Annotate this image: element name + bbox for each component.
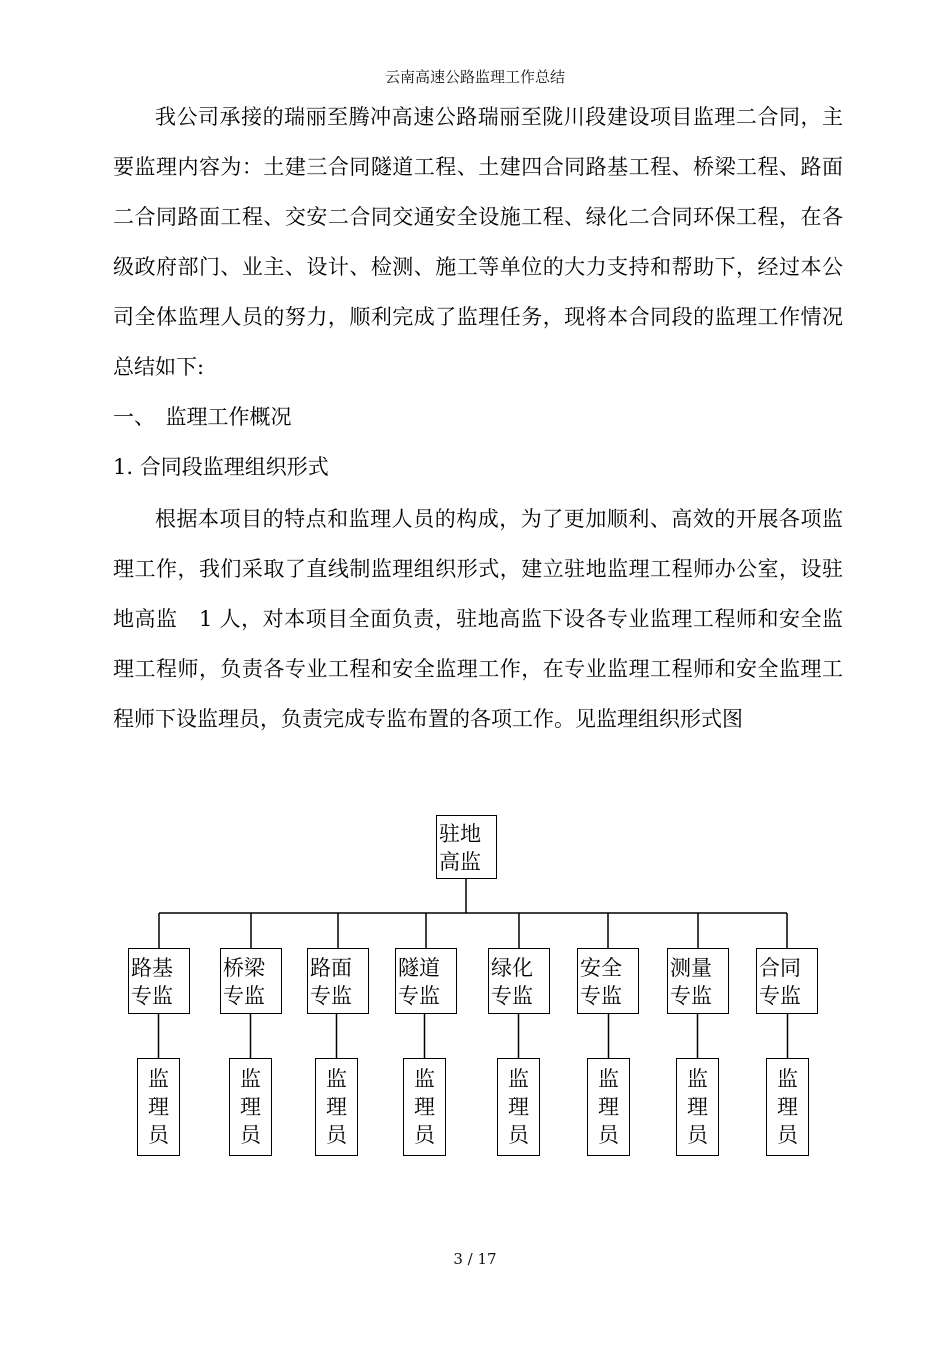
specialist-box [488,948,550,1014]
specialist-box-line: 路面 [310,956,352,980]
staff-box-char: 监 [777,1067,798,1091]
staff-box-char: 员 [326,1123,347,1147]
top-box-line-2: 高监 [439,850,481,874]
staff-box [497,1058,540,1156]
staff-box-char: 理 [777,1095,798,1119]
staff-box-char: 监 [240,1067,261,1091]
top-box-line-1: 驻地 [439,822,481,846]
staff-box-char: 理 [326,1095,347,1119]
staff-box-char: 员 [240,1123,261,1147]
staff-box-char: 理 [148,1095,169,1119]
subsection-heading: 1. 合同段监理组织形式 [113,455,329,479]
specialist-box-line: 桥梁 [223,956,265,980]
specialist-box [667,948,729,1014]
specialist-box-line: 路基 [131,956,173,980]
org-chart-top-box [436,815,497,879]
staff-box-char: 员 [777,1123,798,1147]
org-paragraph: 根据本项目的特点和监理人员的构成，为了更加顺利、高效的开展各项监理工作，我们采取了直线制监理组织形式，建立驻地监理工程师办公室，设驻地高监 1 人，对本项目全面负责，驻地高监下设各专业监理工程师和安全监理工程师，负责各专业工程和安全监理工作，在专业监理工程师和安全监理工程师下设监理员，负责完成专监布置的各项工作。见监理组织形式图 [113,507,843,731]
staff-box-char: 理 [240,1095,261,1119]
intro-paragraph: 我公司承接的瑞丽至腾冲高速公路瑞丽至陇川段建设项目监理二合同，主要监理内容为：土建三合同隧道工程、土建四合同路基工程、桥梁工程、路面二合同路面工程、交安二合同交通安全设施工程、绿化二合同环保工程，在各级政府部门、业主、设计、检测、施工等单位的大力支持和帮助下，经过本公司全体监理人员的努力，顺利完成了监理任务，现将本合同段的监理工作情况总结如下: [113,105,843,379]
staff-box-char: 理 [508,1095,529,1119]
staff-box-char: 员 [598,1123,619,1147]
staff-box-char: 理 [598,1095,619,1119]
specialist-box-line: 专监 [131,984,173,1008]
specialist-box [307,948,369,1014]
specialist-box-line: 合同 [759,956,801,980]
specialist-box-line: 专监 [580,984,622,1008]
specialist-box [756,948,818,1014]
specialist-box-line: 专监 [491,984,533,1008]
staff-box-char: 监 [598,1067,619,1091]
staff-box [587,1058,630,1156]
specialist-box-line: 绿化 [491,956,533,980]
specialist-box-line: 安全 [580,956,622,980]
page-number: 3 / 17 [453,1250,497,1268]
specialist-box [577,948,639,1014]
page-header: 云南高速公路监理工作总结 [384,68,565,86]
staff-box-char: 监 [687,1067,708,1091]
staff-box [137,1058,180,1156]
specialist-box [395,948,457,1014]
staff-box-char: 理 [687,1095,708,1119]
staff-box-char: 监 [414,1067,435,1091]
specialist-box-line: 测量 [670,956,712,980]
staff-box-char: 监 [508,1067,529,1091]
specialist-box-line: 专监 [310,984,352,1008]
staff-box [403,1058,446,1156]
staff-box [676,1058,719,1156]
specialist-box-line: 专监 [223,984,265,1008]
staff-box-char: 员 [687,1123,708,1147]
staff-box-char: 监 [148,1067,169,1091]
staff-box-char: 员 [148,1123,169,1147]
staff-box-char: 理 [414,1095,435,1119]
specialist-box-line: 隧道 [398,956,440,980]
specialist-box [220,948,282,1014]
staff-box-char: 监 [326,1067,347,1091]
staff-box [766,1058,809,1156]
staff-box [315,1058,358,1156]
specialist-box-line: 专监 [759,984,801,1008]
staff-box-char: 员 [508,1123,529,1147]
specialist-box [128,948,190,1014]
staff-box-char: 员 [414,1123,435,1147]
section-heading: 一、 监理工作概况 [113,405,292,429]
specialist-box-line: 专监 [398,984,440,1008]
specialist-box-line: 专监 [670,984,712,1008]
staff-box [229,1058,272,1156]
